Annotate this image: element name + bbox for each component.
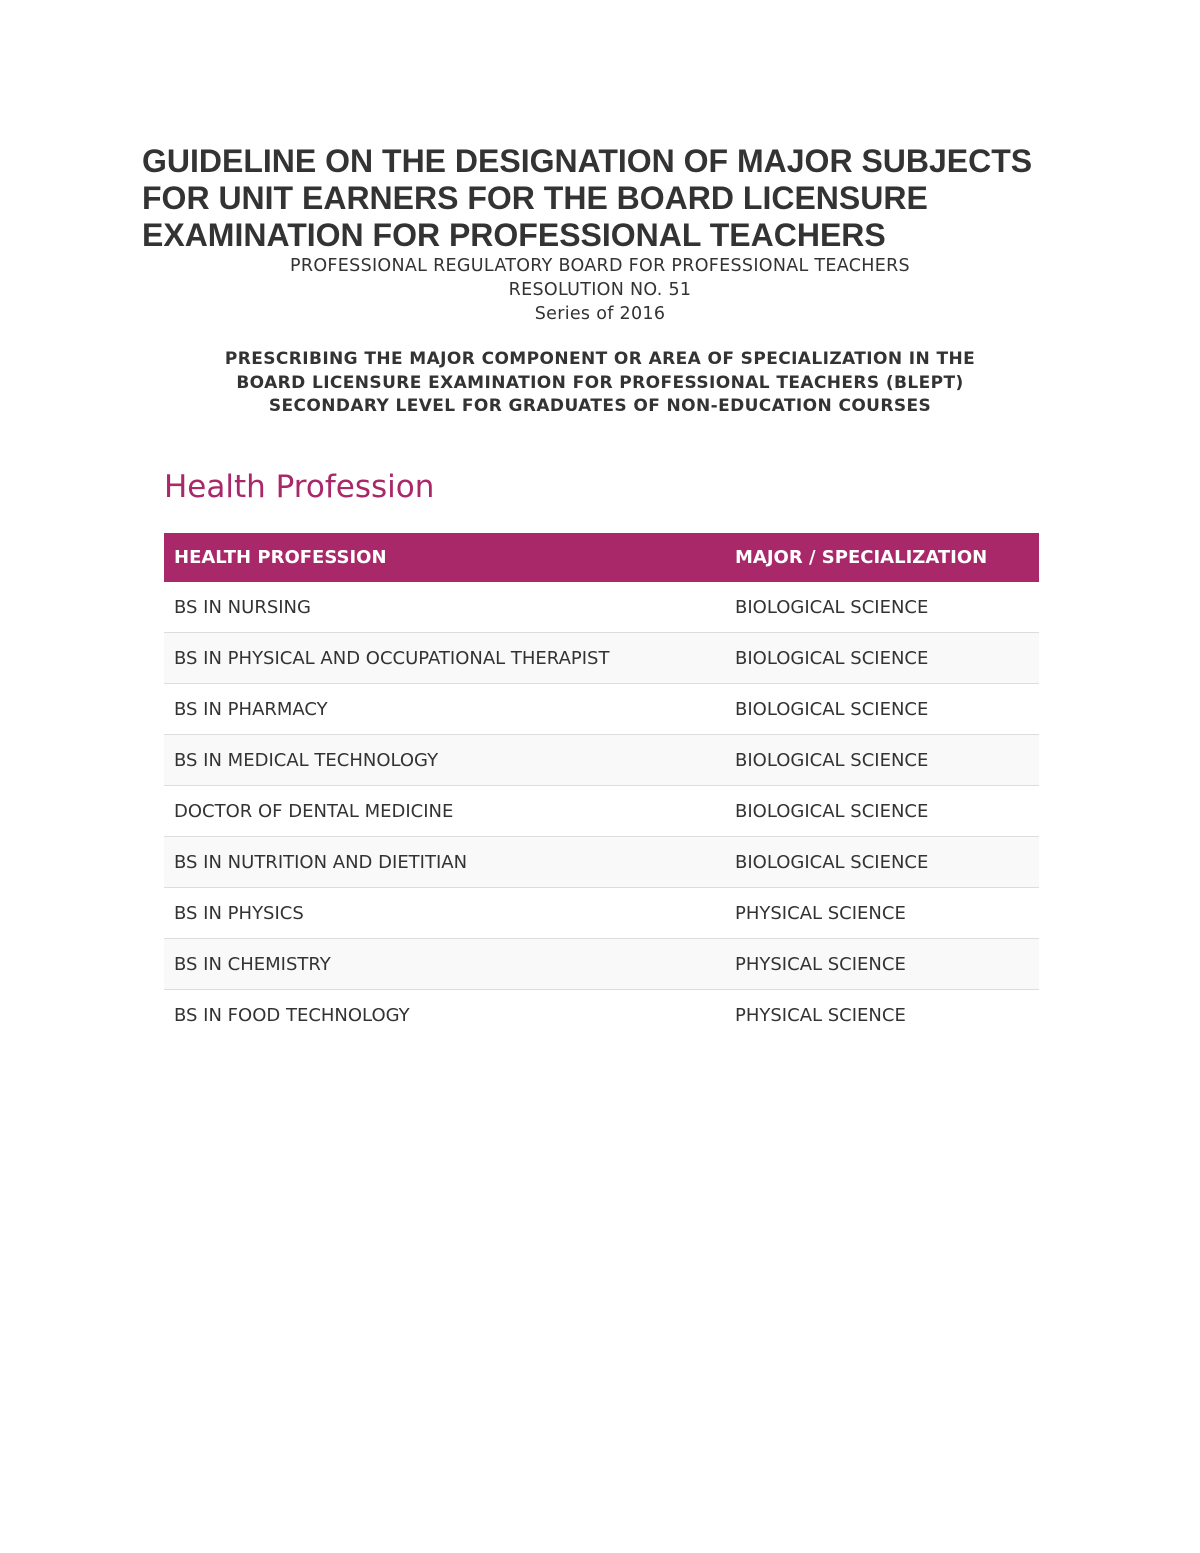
profession-cell: DOCTOR OF DENTAL MEDICINE xyxy=(164,786,725,837)
table-row xyxy=(164,888,1039,939)
page-title-line: FOR UNIT EARNERS FOR THE BOARD LICENSURE xyxy=(142,180,928,216)
resolution-block xyxy=(0,254,1200,326)
major-cell: BIOLOGICAL SCIENCE xyxy=(725,684,1039,735)
table-row xyxy=(164,633,1039,684)
profession-cell: BS IN NURSING xyxy=(164,582,725,633)
major-cell: PHYSICAL SCIENCE xyxy=(725,888,1039,939)
board-name: PROFESSIONAL REGULATORY BOARD FOR PROFESSIONAL TEACHERS xyxy=(290,256,910,276)
resolution-number: RESOLUTION NO. 51 xyxy=(508,280,692,300)
table-row xyxy=(164,990,1039,1041)
profession-cell: BS IN PHYSICS xyxy=(164,888,725,939)
major-cell: BIOLOGICAL SCIENCE xyxy=(725,837,1039,888)
health-profession-table xyxy=(164,533,1039,1040)
prescribing-line: BOARD LICENSURE EXAMINATION FOR PROFESSIONAL TEACHERS (BLEPT) xyxy=(236,372,964,393)
header-major-specialization: MAJOR / SPECIALIZATION xyxy=(725,533,1039,582)
table-row xyxy=(164,735,1039,786)
major-cell: BIOLOGICAL SCIENCE xyxy=(725,735,1039,786)
profession-cell: BS IN FOOD TECHNOLOGY xyxy=(174,1004,410,1026)
page-title xyxy=(142,143,1082,254)
table-header-row xyxy=(164,533,1039,582)
header-health-profession: HEALTH PROFESSION xyxy=(164,533,725,582)
prescribing-statement xyxy=(0,348,1200,419)
profession-cell: BS IN NUTRITION AND DIETITIAN xyxy=(164,837,725,888)
major-cell: BIOLOGICAL SCIENCE xyxy=(725,786,1039,837)
profession-cell: BS IN PHARMACY xyxy=(164,684,725,735)
table-row xyxy=(164,939,1039,990)
table-row xyxy=(164,684,1039,735)
prescribing-line: PRESCRIBING THE MAJOR COMPONENT OR AREA OF SPECIALIZATION IN THE xyxy=(224,349,976,369)
profession-cell: BS IN MEDICAL TECHNOLOGY xyxy=(164,735,725,786)
prescribing-line: SECONDARY LEVEL FOR GRADUATES OF NON-EDUCATION COURSES xyxy=(268,396,932,416)
table-row xyxy=(164,582,1039,633)
major-cell: PHYSICAL SCIENCE xyxy=(725,939,1039,990)
page-title-line: GUIDELINE ON THE DESIGNATION OF MAJOR SUBJECTS xyxy=(142,143,1033,179)
profession-cell: BS IN CHEMISTRY xyxy=(164,939,725,990)
major-cell: PHYSICAL SCIENCE xyxy=(735,1004,906,1026)
profession-cell: BS IN PHYSICAL AND OCCUPATIONAL THERAPIST xyxy=(164,633,725,684)
resolution-series: Series of 2016 xyxy=(534,304,666,324)
page-title-line: EXAMINATION FOR PROFESSIONAL TEACHERS xyxy=(142,217,886,253)
major-cell: BIOLOGICAL SCIENCE xyxy=(725,582,1039,633)
major-cell: BIOLOGICAL SCIENCE xyxy=(725,633,1039,684)
table-row xyxy=(164,837,1039,888)
table-row xyxy=(164,786,1039,837)
section-heading: Health Profession xyxy=(164,469,435,505)
